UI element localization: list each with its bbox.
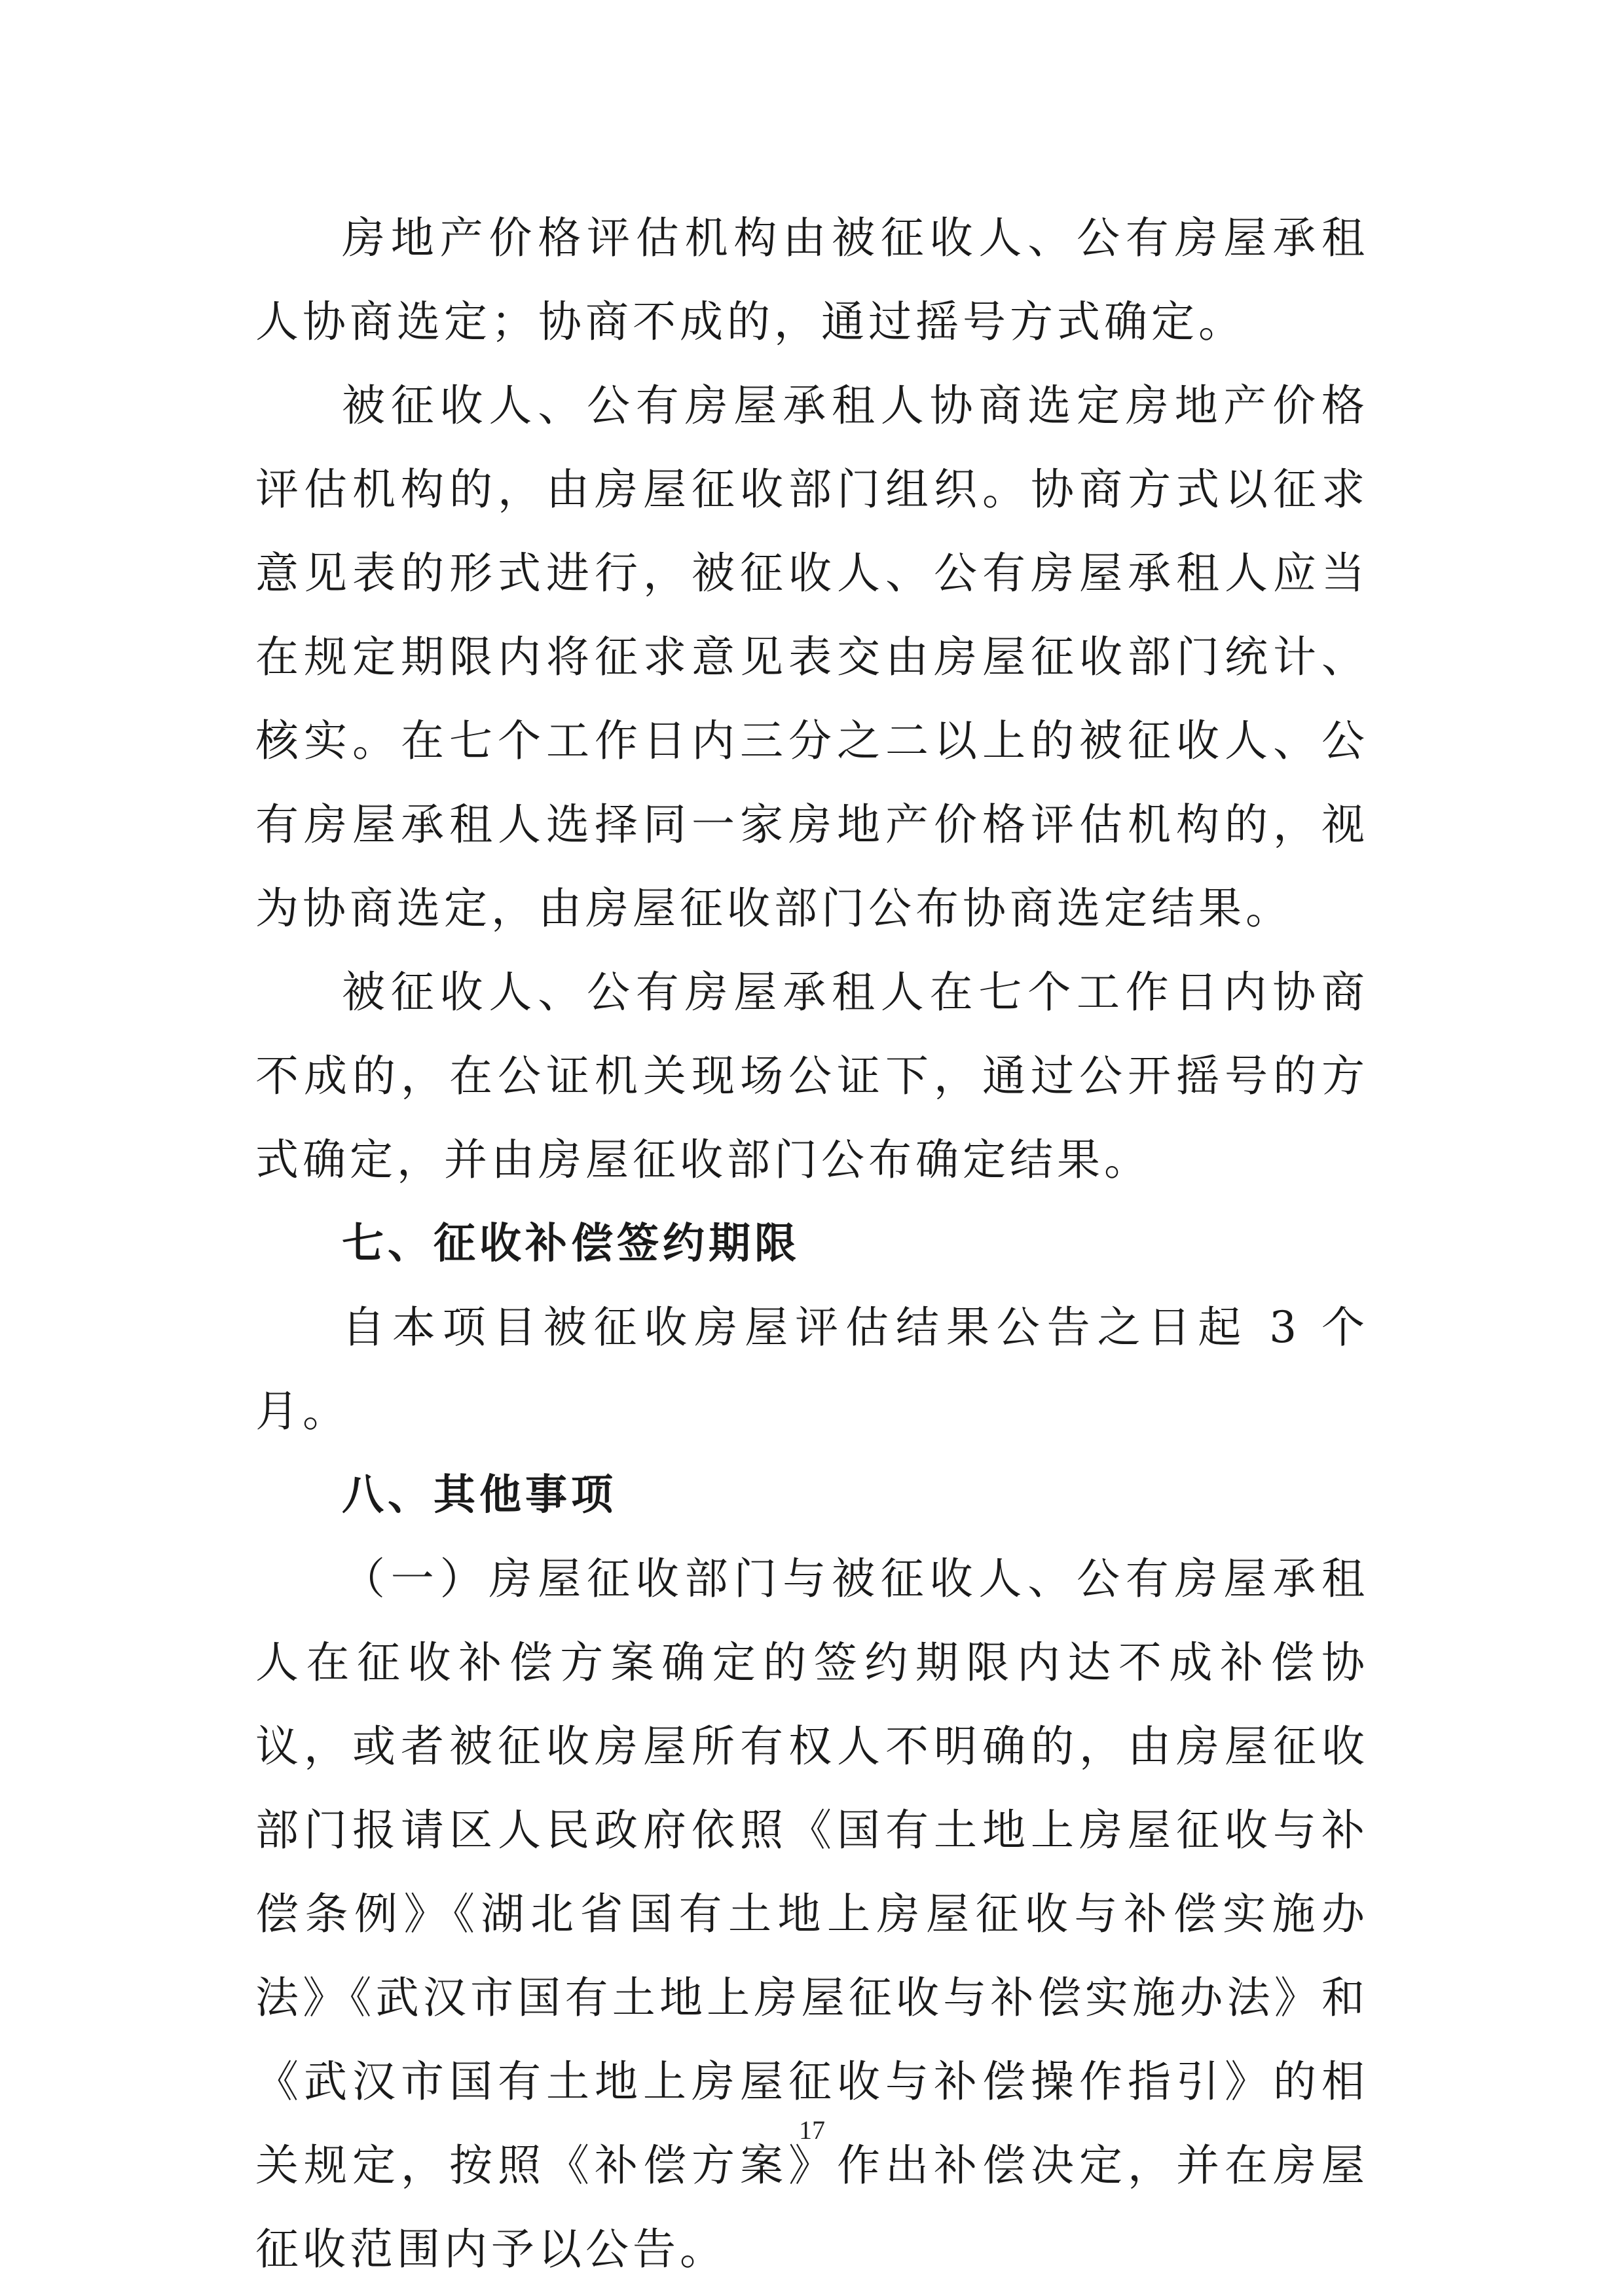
section-7-heading: 七、征收补偿签约期限 (342, 1220, 800, 1268)
section-7-text: 自本项目被征收房屋评估结果公告之日起 3 个月。 (255, 1302, 1369, 1436)
paragraph-negotiation-process: 被征收人、公有房屋承租人协商选定房地产价格评估机构的，由房屋征收部门组织。协商方式以征求意见表的形式进行，被征收人、公有房屋承租人应当在规定期限内将征求意见表交由房屋征收部门统计、核实。在七个工作日内三分之二以上的被征收人、公有房屋承租人选择同一家房地产价格评估机构的，视为协商选定，由房屋征收部门公布协商选定结果。 (255, 380, 1369, 934)
page-number: 17 (799, 2115, 825, 2145)
section-8-text: （一）房屋征收部门与被征收人、公有房屋承租人在征收补偿方案确定的签约期限内达不成补偿协议，或者被征收房屋所有权人不明确的，由房屋征收部门报请区人民政府依照《国有土地上房屋征收与补偿条例》《湖北省国有土地上房屋征收与补偿实施办法》《武汉市国有土地上房屋征收与补偿实施办法》和《武汉市国有土地上房屋征收与补偿操作指引》的相关规定，按照《补偿方案》作出补偿决定，并在房屋征收范围内予以公告。 (255, 1554, 1369, 2274)
section-8-heading: 八、其他事项 (342, 1471, 617, 1520)
paragraph-lottery-process: 被征收人、公有房屋承租人在七个工作日内协商不成的，在公证机关现场公证下，通过公开摇号的方式确定，并由房屋征收部门公布确定结果。 (255, 967, 1369, 1185)
paragraph-appraisal-selection: 房地产价格评估机构由被征收人、公有房屋承租人协商选定；协商不成的，通过摇号方式确定。 (255, 213, 1369, 347)
document-body (255, 196, 1369, 2291)
